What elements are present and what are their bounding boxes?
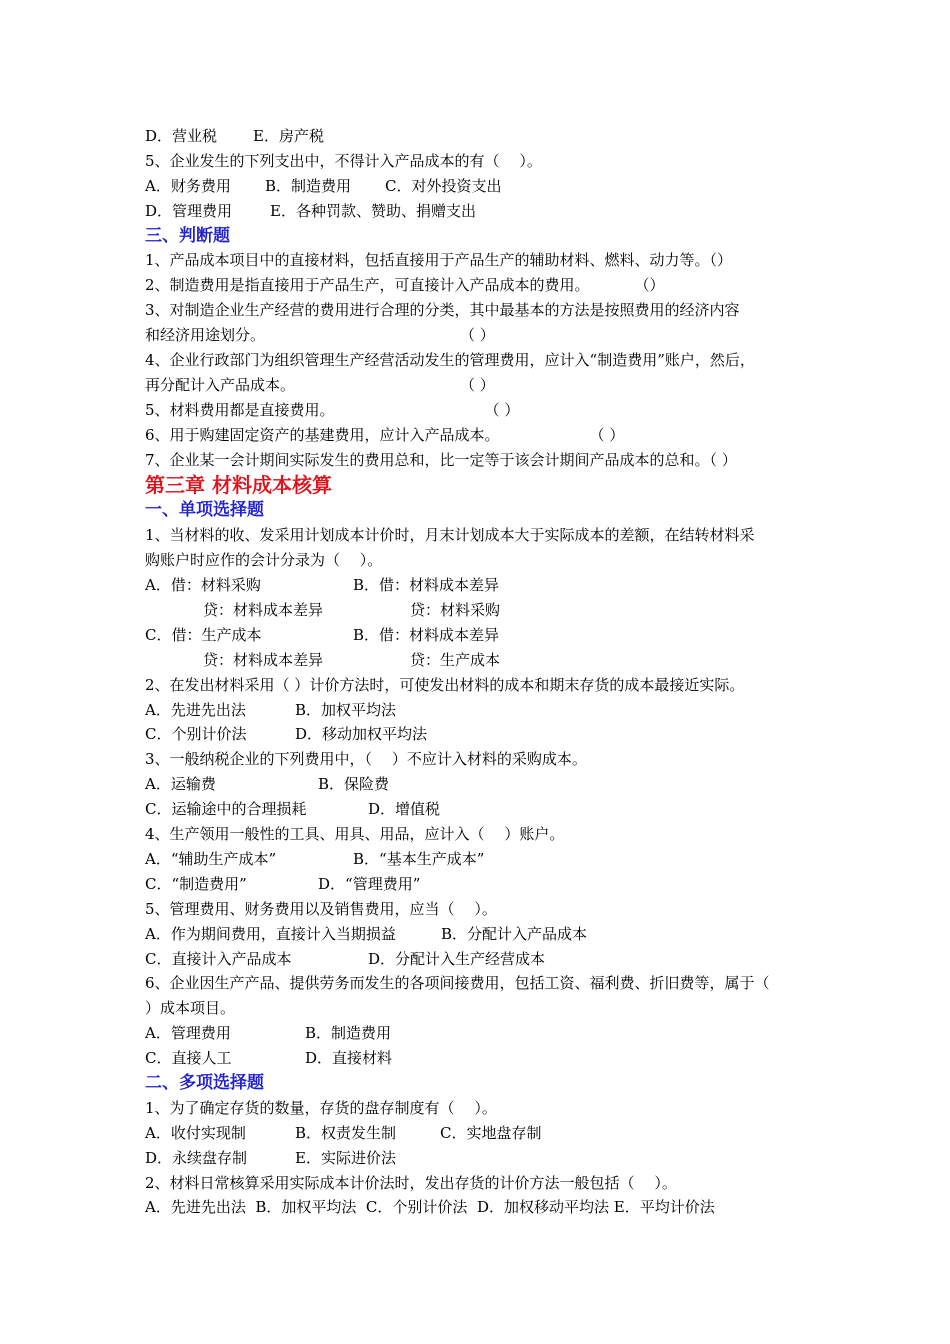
judge-item: 6、用于购建固定资产的基建费用，应计入产品成本。 （ ） (145, 425, 625, 444)
option-b: B．权责发生制 (295, 1123, 397, 1142)
option-a: A．作为期间费用，直接计入当期损益 (145, 924, 396, 943)
option-a-credit: 贷：材料成本差异 (203, 601, 324, 620)
judge-item-cont: 再分配计入产品成本。 （ ） (145, 375, 495, 394)
option-c: C．实地盘存制 (440, 1123, 542, 1142)
option-d-debit: B．借：材料成本差异 (353, 625, 500, 644)
option-a: A．“辅助生产成本” (145, 849, 277, 868)
option-d: D．直接材料 (305, 1049, 393, 1068)
section-heading-multi: 二、多项选择题 (145, 1072, 264, 1093)
option-row (145, 623, 825, 648)
judge-item: 3、对制造企业生产经营的费用进行合理的分类，其中最基本的方法是按照费用的经济内容 (145, 301, 740, 320)
option-b: B．保险费 (318, 775, 390, 794)
question-text: 2、在发出材料采用（ ）计价方法时，可使发出材料的成本和期末存货的成本最接近实际。 (145, 675, 745, 694)
option-row (145, 174, 825, 199)
option-row (145, 947, 825, 972)
option-d: D．营业税 (145, 127, 218, 145)
option-row (145, 573, 825, 598)
option-c: C．直接人工 (145, 1049, 232, 1068)
judge-item: 7、企业某一会计期间实际发生的费用总和，比一定等于该会计期间产品成本的总和。（ ） (145, 450, 737, 469)
option-b: B．分配计入产品成本 (441, 924, 588, 943)
option-d: D．增值税 (368, 800, 441, 819)
option-c: C．“制造费用” (145, 874, 247, 893)
chapter-title: 第三章 材料成本核算 (145, 473, 332, 498)
option-a: A．收付实现制 (145, 1123, 246, 1142)
judge-item: 5、材料费用都是直接费用。 （ ） (145, 400, 520, 419)
option-c-debit: C．借：生产成本 (145, 625, 262, 644)
option-row (145, 1046, 825, 1071)
option-d: D．移动加权平均法 (295, 725, 428, 744)
option-a: A．管理费用 (145, 1024, 231, 1043)
option-b: B．制造费用 (305, 1024, 392, 1043)
option-c: C．对外投资支出 (385, 176, 502, 195)
option-b: B．“基本生产成本” (353, 849, 485, 868)
option-e: E．各种罚款、赞助、捐赠支出 (270, 201, 476, 220)
option-row (145, 648, 825, 673)
option-c: C．个别计价法 (145, 725, 247, 744)
question-text-cont: ）成本项目。 (145, 999, 236, 1018)
option-row (145, 124, 825, 149)
option-row (145, 698, 825, 723)
option-d: D．分配计入生产经营成本 (368, 949, 546, 968)
judge-item-cont: 和经济用途划分。 （ ） (145, 326, 495, 345)
option-c: C．直接计入产品成本 (145, 949, 292, 968)
option-row (145, 1146, 825, 1171)
option-row: A．先进先出法 B．加权平均法 C．个别计价法 D．加权移动平均法 E．平均计价法 (145, 1198, 715, 1217)
option-a: A．先进先出法 (145, 700, 246, 719)
question-text: 1、当材料的收、发采用计划成本计价时，月末计划成本大于实际成本的差额，在结转材料采 (145, 526, 755, 545)
option-b-credit: 贷：材料采购 (410, 601, 501, 620)
option-e: E．房产税 (253, 127, 324, 145)
option-d-credit: 贷：生产成本 (410, 650, 501, 669)
option-e: E．实际进价法 (295, 1148, 396, 1167)
judge-item: 1、产品成本项目中的直接材料，包括直接用于产品生产的辅助材料、燃料、动力等。（） (145, 251, 733, 270)
option-row (145, 797, 825, 822)
option-a: A．运输费 (145, 775, 216, 794)
option-row (145, 872, 825, 897)
option-a-debit: A．借：材料采购 (145, 576, 261, 595)
question-text: 1、为了确定存货的数量，存货的盘存制度有（ ）。 (145, 1098, 497, 1117)
option-d: D．“管理费用” (318, 874, 421, 893)
section-heading-single: 一、单项选择题 (145, 500, 264, 521)
question-text: 5、企业发生的下列支出中，不得计入产品成本的有（ ）。 (145, 151, 542, 170)
option-d: D．永续盘存制 (145, 1148, 248, 1167)
question-text: 4、生产领用一般性的工具、用具、用品，应计入（ ）账户。 (145, 825, 565, 844)
option-d: D．管理费用 (145, 201, 233, 220)
option-b-debit: B．借：材料成本差异 (353, 576, 500, 595)
option-row (145, 1021, 825, 1046)
option-row (145, 598, 825, 623)
option-row (145, 847, 825, 872)
document-body (145, 124, 825, 1220)
question-text: 5、管理费用、财务费用以及销售费用，应当（ ）。 (145, 899, 497, 918)
option-b: B．制造费用 (265, 176, 352, 195)
question-text-cont: 购账户时应作的会计分录为（ ）。 (145, 551, 383, 570)
option-a: A．财务费用 (145, 176, 231, 195)
option-row (145, 722, 825, 747)
option-b: B．加权平均法 (295, 700, 397, 719)
question-text: 6、企业因生产产品、提供劳务而发生的各项间接费用，包括工资、福利费、折旧费等，属于（ (145, 974, 770, 993)
option-row (145, 772, 825, 797)
judge-item: 2、制造费用是指直接用于产品生产，可直接计入产品成本的费用。 （） (145, 276, 665, 295)
option-c: C．运输途中的合理损耗 (145, 800, 307, 819)
option-row (145, 1121, 825, 1146)
section-heading-judge: 三、判断题 (145, 225, 230, 246)
question-text: 2、材料日常核算采用实际成本计价法时，发出存货的计价方法一般包括（ ）。 (145, 1173, 677, 1192)
judge-item: 4、企业行政部门为组织管理生产经营活动发生的管理费用，应计入“制造费用”账户，然后， (145, 351, 755, 370)
option-row (145, 922, 825, 947)
option-row (145, 199, 825, 224)
option-c-credit: 贷：材料成本差异 (203, 650, 324, 669)
question-text: 3、一般纳税企业的下列费用中，（ ）不应计入材料的采购成本。 (145, 750, 587, 769)
